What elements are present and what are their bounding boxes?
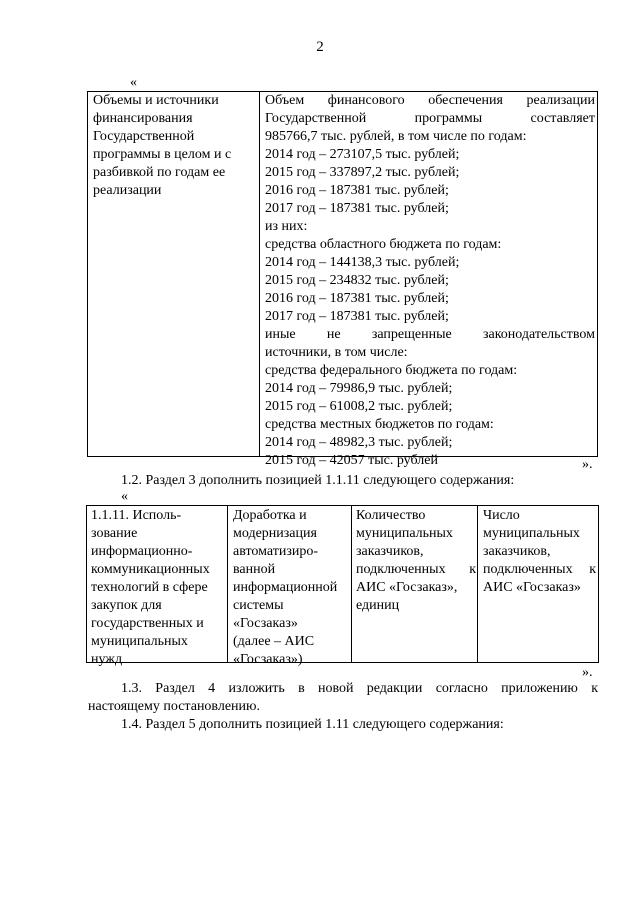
text-line: 2015 год – 61008,2 тыс. рублей; [265,399,453,414]
text-line: разбивкой по годам ее [93,165,226,180]
word: в [298,681,305,696]
text-line: заказчиков, [483,544,551,559]
text-line: нужд [91,652,123,667]
column-divider [259,92,260,456]
word: запрещенные [371,327,452,342]
text-line: 2014 год – 48982,3 тыс. рублей; [265,435,453,450]
financing-table [87,91,598,468]
text-line: АИС «Госзаказ» [483,580,581,595]
justified-line [265,92,595,110]
text-line: системы [233,598,284,613]
column-divider [477,506,478,662]
word: финансового [327,93,405,108]
text-line: АИС «Госзаказ», [356,580,458,595]
text-line: финансирования [93,111,193,126]
text-line: ванной [233,562,276,577]
word: законодательством [482,327,595,342]
financing-value-cell [265,92,595,470]
text-line: 2015 год – 42057 тыс. рублей [265,453,438,468]
word: подключенных [356,562,446,577]
word: редакции [366,681,423,696]
text-line: 2015 год – 337897,2 тыс. рублей; [265,165,460,180]
word: к [591,681,598,696]
text-line: муниципальных [91,634,188,649]
text-line: из них: [265,219,308,234]
word: подключенных [483,562,573,577]
justified-line [356,561,476,579]
text-line: 2016 год – 187381 тыс. рублей; [265,291,449,306]
word: к [589,562,596,577]
word: Объем [265,93,305,108]
word: реализации [526,93,595,108]
justified-line [483,561,596,579]
text-line: 2016 год – 187381 тыс. рублей; [265,183,449,198]
opening-quote: « [121,489,128,504]
word: обеспечения [428,93,503,108]
text-line: 985766,7 тыс. рублей, в том числе по годам: [265,129,527,144]
position-table [86,505,599,667]
text-line: реализации [93,183,162,198]
text-line: информационной [233,580,338,595]
word: иные [265,327,296,342]
word: Раздел [155,681,195,696]
text-line: 2017 год – 187381 тыс. рублей; [265,309,449,324]
word: не [326,327,341,342]
text-line: 1.1.11. Исполь- [91,508,182,523]
financing-label-cell [93,92,255,200]
text-line: 2014 год – 79986,9 тыс. рублей; [265,381,453,396]
text-line: Количество [356,508,426,523]
text-line: Объемы и источники [93,93,219,108]
text-line: коммуникационных [91,562,210,577]
text-line: технологий в сфере [91,580,208,595]
text-line: 2014 год – 273107,5 тыс. рублей; [265,147,460,162]
word: согласно [435,681,488,696]
word: приложению [501,681,578,696]
text-line: средства местных бюджетов по годам: [265,417,494,432]
text-line: «Госзаказ» [233,616,298,631]
word: составляет [530,111,595,126]
paragraph-1-3-line-1 [88,680,598,698]
text-line: программы в целом и с [93,147,232,162]
text-line: муниципальных [483,526,580,541]
closing-quote: ». [582,665,593,680]
justified-line [265,326,595,344]
text-line: Доработка и [233,508,307,523]
text-line: зование [91,526,138,541]
text-line: модернизация [233,526,317,541]
opening-quote: « [130,75,137,90]
text-line: средства областного бюджета по годам: [265,237,502,252]
text-line: муниципальных [356,526,453,541]
paragraph-1-4: 1.4. Раздел 5 дополнить позицией 1.11 следующего содержания: [121,717,504,732]
text-line: 2015 год – 234832 тыс. рублей; [265,273,449,288]
word: 1.3. [121,681,142,696]
paragraph-1-3-line-2: настоящему постановлению. [88,699,260,714]
text-line: единиц [356,598,400,613]
result-cell [483,507,596,597]
text-line: 2017 год – 187381 тыс. рублей; [265,201,449,216]
text-line: автоматизиро- [233,544,319,559]
text-line: «Госзаказ») [233,652,303,667]
text-line: источники, в том числе: [265,345,408,360]
word: изложить [228,681,285,696]
closing-quote: ». [582,457,593,472]
activity-cell [233,507,353,669]
page-number: 2 [316,39,324,55]
column-divider [227,506,228,662]
text-line: заказчиков, [356,544,424,559]
position-name-cell [91,507,227,669]
justified-line [265,110,595,128]
paragraph-1-2: 1.2. Раздел 3 дополнить позицией 1.1.11 следующего содержания: [121,473,515,488]
indicator-cell [356,507,476,615]
word: Государственной [265,111,367,126]
text-line: Государственной [93,129,195,144]
word: 4 [208,681,216,696]
text-line: информационно- [91,544,193,559]
text-line: закупок для [91,598,162,613]
text-line: 2014 год – 144138,3 тыс. рублей; [265,255,460,270]
text-line: Число [483,508,520,523]
word: новой [317,681,354,696]
text-line: (далее – АИС [233,634,315,649]
word: к [469,562,476,577]
text-line: средства федерального бюджета по годам: [265,363,518,378]
text-line: государственных и [91,616,204,631]
word: программы [414,111,483,126]
